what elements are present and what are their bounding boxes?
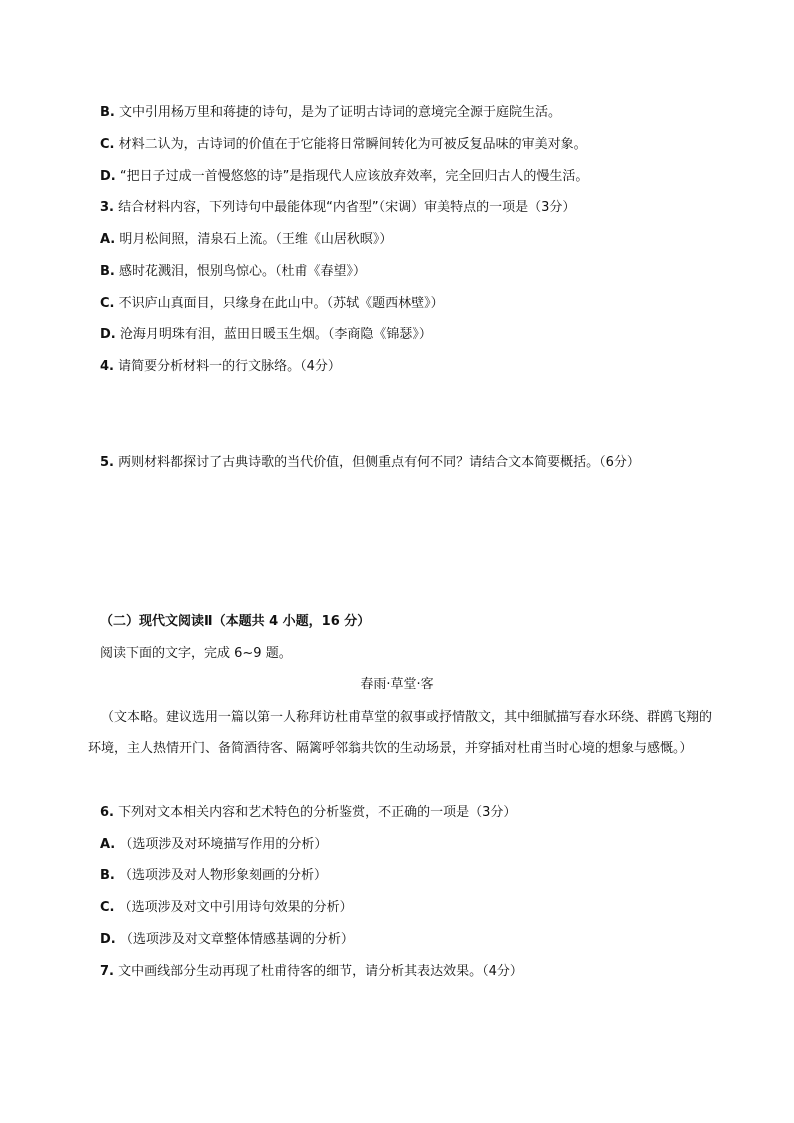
question-3 (100, 198, 575, 218)
option-marker: D. (100, 327, 116, 342)
option-text: （选项涉及对文章整体情感基调的分析） (119, 932, 354, 947)
option-marker: B. (100, 264, 115, 279)
question-5 (100, 453, 640, 473)
option-c-q3 (100, 294, 444, 314)
option-d-q3 (100, 325, 432, 345)
option-marker: B. (100, 105, 115, 120)
option-text: 沧海月明珠有泪，蓝田日暖玉生烟。（李商隐《锦瑟》） (119, 327, 432, 342)
question-text: 两则材料都探讨了古典诗歌的当代价值，但侧重点有何不同？请结合文本简要概括。（6分） (118, 455, 640, 470)
passage-body: （文本略。建议选用一篇以第一人称拜访杜甫草堂的叙事或抒情散文，其中细腻描写春水环绕、群鸥飞翔的环境，主人热情开门、备简酒待客、隔篱呼邻翁共饮的生动场景，并穿插对杜甫当时心境的想象与感慨。） (88, 710, 713, 756)
passage-title: 春雨·草堂·客 (360, 677, 434, 692)
question-number: 3. (100, 200, 114, 215)
question-text: 下列对文本相关内容和艺术特色的分析鉴赏，不正确的一项是（3分） (118, 805, 517, 820)
option-text: （选项涉及对人物形象刻画的分析） (119, 868, 328, 883)
option-marker: C. (100, 296, 115, 311)
question-text: 文中画线部分生动再现了杜甫待客的细节，请分析其表达效果。（4分） (118, 964, 523, 979)
section-2-title: （二）现代文阅读Ⅱ（本题共 4 小题，16 分） (100, 614, 371, 629)
option-text: （选项涉及对文中引用诗句效果的分析） (118, 900, 353, 915)
option-text: 文中引用杨万里和蒋捷的诗句，是为了证明古诗词的意境完全源于庭院生活。 (119, 105, 562, 120)
question-text: 结合材料内容，下列诗句中最能体现“内省型”（宋调）审美特点的一项是（3分） (118, 200, 576, 215)
question-text: 请简要分析材料一的行文脉络。（4分） (118, 359, 341, 374)
option-text: 感时花溅泪，恨别鸟惊心。（杜甫《春望》） (119, 264, 367, 279)
question-6 (100, 803, 516, 823)
option-text: （选项涉及对环境描写作用的分析） (119, 837, 328, 852)
option-b-q6 (100, 866, 327, 886)
option-d-q2 (100, 167, 588, 187)
option-marker: D. (100, 169, 116, 184)
option-a-q6 (100, 835, 327, 855)
option-c-q2 (100, 135, 587, 155)
question-number: 5. (100, 455, 114, 470)
question-7 (100, 962, 523, 982)
option-marker: C. (100, 900, 115, 915)
option-marker: A. (100, 837, 116, 852)
option-b-q3 (100, 262, 366, 282)
option-marker: D. (100, 932, 116, 947)
option-text: 不识庐山真面目，只缘身在此山中。（苏轼《题西林壁》） (118, 296, 444, 311)
option-c-q6 (100, 898, 353, 918)
option-text: “把日子过成一首慢悠悠的诗”是指现代人应该放弃效率，完全回归古人的慢生活。 (119, 169, 589, 184)
option-text: 明月松间照，清泉石上流。（王维《山居秋暝》） (119, 232, 393, 247)
question-4 (100, 357, 341, 377)
option-d-q6 (100, 930, 354, 950)
question-number: 4. (100, 359, 114, 374)
option-marker: A. (100, 232, 116, 247)
question-number: 7. (100, 964, 114, 979)
option-marker: B. (100, 868, 115, 883)
option-marker: C. (100, 137, 115, 152)
question-number: 6. (100, 805, 114, 820)
option-text: 材料二认为，古诗词的价值在于它能将日常瞬间转化为可被反复品味的审美对象。 (118, 137, 587, 152)
option-a-q3 (100, 230, 392, 250)
section-2-instruction: 阅读下面的文字，完成 6~9 题。 (100, 646, 292, 661)
option-b-q2 (100, 103, 561, 123)
